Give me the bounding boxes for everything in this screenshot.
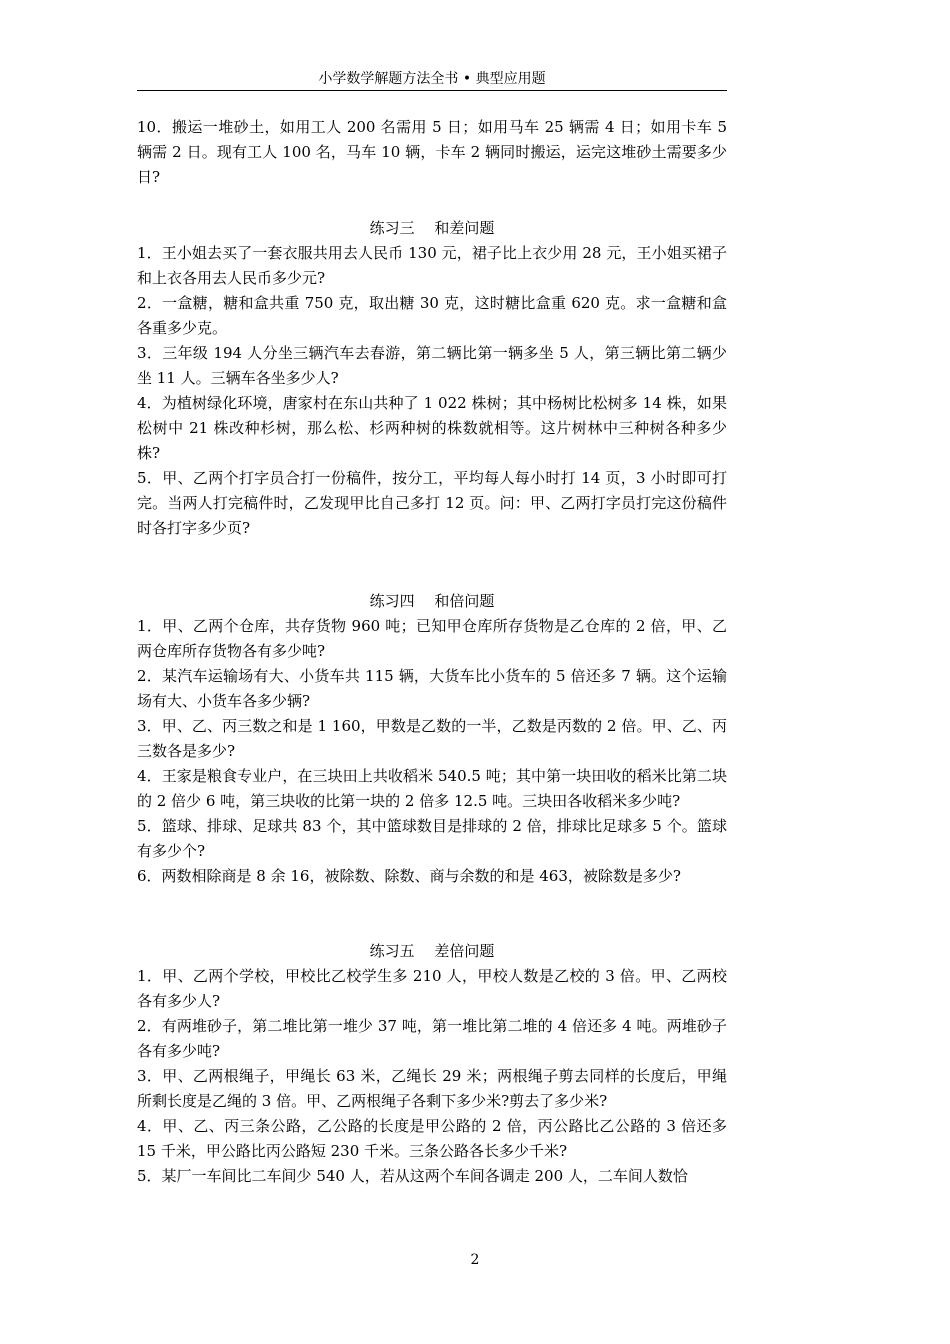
problem-item: 1．甲、乙两个仓库，共存货物 960 吨；已知甲仓库所存货物是乙仓库的 2 倍，甲、乙两仓库所存货物各有多少吨?	[137, 617, 727, 660]
problem-item: 4．为植树绿化环境，唐家村在东山共种了 1 022 株树；其中杨树比松树多 14 株，如果松树中 21 株改种杉树，那么松、杉两种树的株数就相等。这片树林中三种树各种多少株?	[137, 394, 727, 462]
section-title: 练习五 差倍问题	[369, 942, 495, 960]
problem-item: 1．甲、乙两个学校，甲校比乙校学生多 210 人，甲校人数是乙校的 3 倍。甲、乙两校各有多少人?	[137, 967, 727, 1010]
section-practice-5	[137, 939, 727, 1189]
problem-item: 2．一盒糖，糖和盒共重 750 克，取出糖 30 克，这时糖比盒重 620 克。求一盒糖和盒各重多少克。	[137, 294, 727, 337]
problem-item: 2．有两堆砂子，第二堆比第一堆少 37 吨，第一堆比第二堆的 4 倍还多 4 吨。两堆砂子各有多少吨?	[137, 1017, 727, 1060]
section-practice-4	[137, 589, 727, 889]
problem-item: 4．甲、乙、丙三条公路，乙公路的长度是甲公路的 2 倍，丙公路比乙公路的 3 倍还多 15 千米，甲公路比丙公路短 230 千米。三条公路各长多少千米?	[137, 1117, 727, 1160]
problem-item: 1．王小姐去买了一套衣服共用去人民币 130 元，裙子比上衣少用 28 元，王小姐买裙子和上衣各用去人民币多少元?	[137, 244, 727, 287]
problem-item: 3．三年级 194 人分坐三辆汽车去春游，第二辆比第一辆多坐 5 人，第三辆比第二辆少坐 11 人。三辆车各坐多少人?	[137, 344, 727, 387]
section-title: 练习三 和差问题	[369, 219, 495, 237]
problem-item: 5．甲、乙两个打字员合打一份稿件，按分工，平均每人每小时打 14 页，3 小时即可打完。当两人打完稿件时，乙发现甲比自己多打 12 页。问：甲、乙两打字员打完这份稿件时各打字多少页?	[137, 469, 727, 537]
problem-item: 4．王家是粮食专业户，在三块田上共收稻米 540.5 吨；其中第一块田收的稻米比第二块的 2 倍少 6 吨，第三块收的比第一块的 2 倍多 12.5 吨。三块田各收稻米多少吨?	[137, 767, 727, 810]
problem-item: 2．某汽车运输场有大、小货车共 115 辆，大货车比小货车的 5 倍还多 7 辆。这个运输场有大、小货车各多少辆?	[137, 667, 727, 710]
problem-item: 3．甲、乙两根绳子，甲绳长 63 米，乙绳长 29 米；两根绳子剪去同样的长度后，甲绳所剩长度是乙绳的 3 倍。甲、乙两根绳子各剩下多少米?剪去了多少米?	[137, 1067, 727, 1110]
problem-item: 5．某厂一车间比二车间少 540 人，若从这两个车间各调走 200 人，二车间人数恰	[137, 1167, 688, 1185]
problem-item: 5．篮球、排球、足球共 83 个，其中篮球数目是排球的 2 倍，排球比足球多 5 个。篮球有多少个?	[137, 817, 727, 860]
section-title: 练习四 和倍问题	[369, 592, 495, 610]
page-body	[137, 115, 727, 1189]
problem-10: 10．搬运一堆砂土，如用工人 200 名需用 5 日；如用马车 25 辆需 4 日；如用卡车 5 辆需 2 日。现有工人 100 名，马车 10 辆，卡车 2 辆同时搬运，运完这堆砂土需要多少日?	[137, 118, 727, 186]
problem-item: 6．两数相除商是 8 余 16，被除数、除数、商与余数的和是 463，被除数是多少?	[137, 867, 681, 885]
section-practice-3	[137, 216, 727, 541]
page-number: 2	[470, 1252, 480, 1268]
problem-item: 3．甲、乙、丙三数之和是 1 160，甲数是乙数的一半，乙数是丙数的 2 倍。甲、乙、丙三数各是多少?	[137, 717, 727, 760]
running-header: 小学数学解题方法全书 • 典型应用题	[137, 68, 727, 91]
